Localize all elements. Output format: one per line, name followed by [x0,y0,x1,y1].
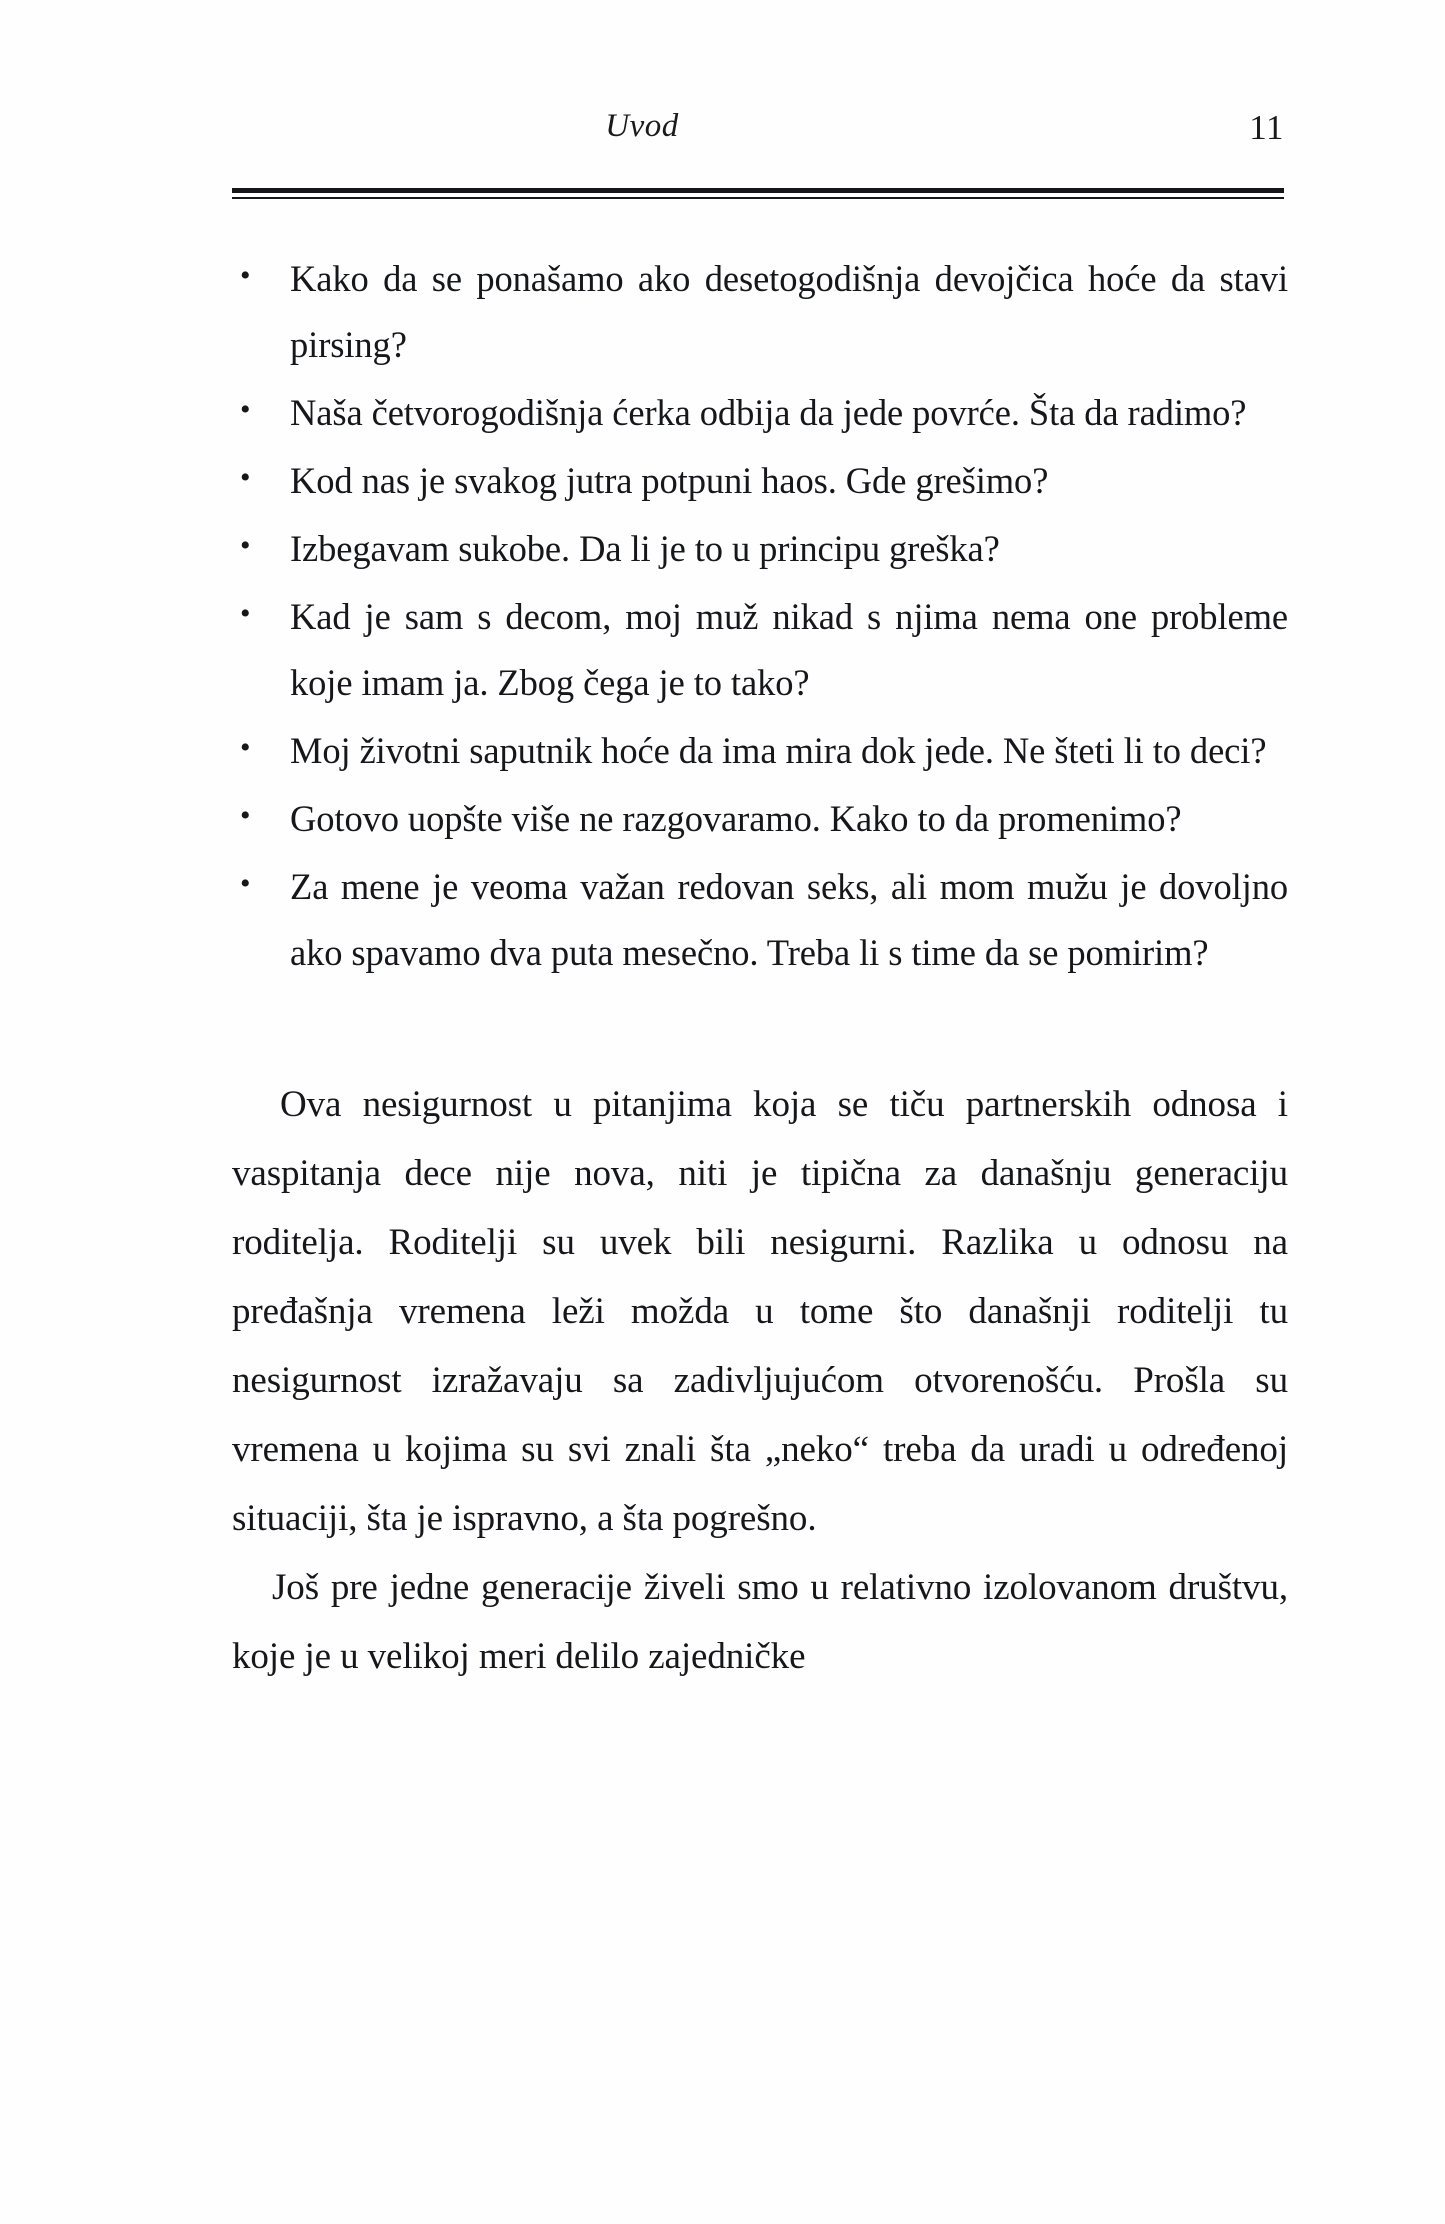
body-paragraph: Ova nesigurnost u pitanjima koja se tiču partnerskih odnosa i vaspitanja dece nije nova, niti je tipična za današnju generaciju roditelja. Roditelji su uvek bili nesigurni. Razlika u odnosu na pređašnja vremena leži možda u tome što današnji roditelji tu nesigurnost izražavaju sa zadivljujućom otvorenošću. Prošla su vremena u kojima su svi znali šta „neko“ treba da uradi u određenoj situaciji, šta je ispravno, a šta pogrešno. [232,1084,1288,1539]
bullet-icon: • [240,867,251,900]
question-bullet-list [232,246,1288,986]
bullet-icon: • [240,393,251,426]
rule-thin-line [232,197,1284,199]
list-item [232,584,1288,716]
body-paragraph: Još pre jedne generacije živeli smo u relativno izolovanom društvu, koje je u velikoj meri delilo zajedničke [232,1567,1288,1677]
page-header [232,108,1284,178]
list-item-text: Kod nas je svakog jutra potpuni haos. Gde grešimo? [290,460,1049,501]
bullet-icon: • [240,597,251,630]
list-item-text: Gotovo uopšte više ne razgovaramo. Kako to da promenimo? [290,798,1182,839]
header-double-rule [232,188,1284,199]
list-item-text: Moj životni saputnik hoće da ima mira dok jede. Ne šteti li to deci? [290,730,1267,771]
list-item [232,380,1288,446]
list-item [232,786,1288,852]
bullet-icon: • [240,461,251,494]
list-item-text: Izbegavam sukobe. Da li je to u principu greška? [290,528,1000,569]
list-item-text: Naša četvorogodišnja ćerka odbija da jede povrće. Šta da radimo? [290,392,1247,433]
bullet-icon: • [240,731,251,764]
page-number: 11 [1249,108,1284,147]
bullet-icon: • [240,259,251,292]
running-head-title: Uvod [605,108,679,144]
bullet-icon: • [240,529,251,562]
list-item-text: Kad je sam s decom, moj muž nikad s njima nema one probleme koje imam ja. Zbog čega je to tako? [290,596,1288,703]
list-item [232,448,1288,514]
list-item [232,516,1288,582]
text-column [232,246,1288,1691]
list-item [232,854,1288,986]
list-item [232,718,1288,784]
list-item [232,246,1288,378]
bullet-icon: • [240,799,251,832]
list-item-text: Kako da se ponašamo ako desetogodišnja devojčica hoće da stavi pirsing? [290,258,1288,365]
list-item-text: Za mene je veoma važan redovan seks, ali mom mužu je dovoljno ako spavamo dva puta mesečno. Treba li s time da se pomirim? [290,866,1288,973]
